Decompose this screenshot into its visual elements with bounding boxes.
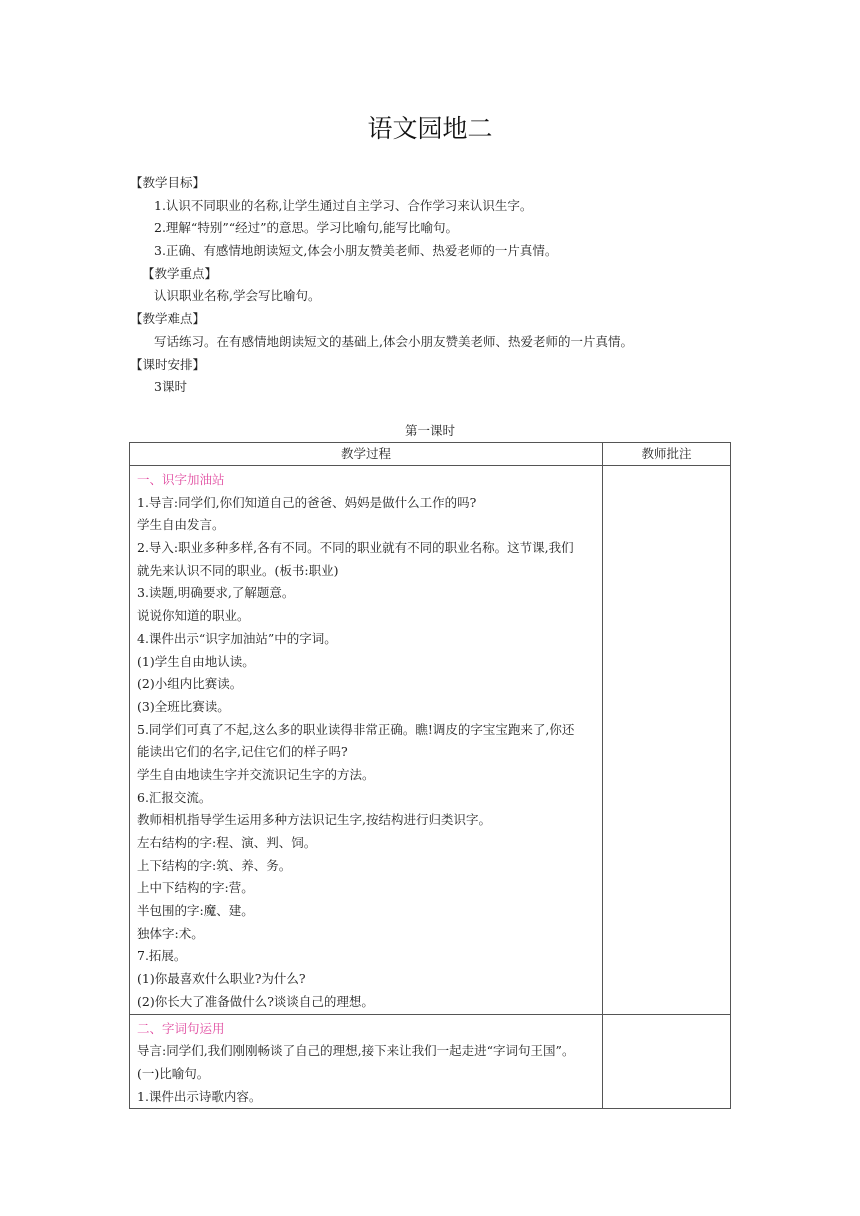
lesson-table (129, 442, 731, 1109)
text-line: (1)学生自由地认读。 (137, 653, 255, 669)
text-line: 上下结构的字:筑、养、务。 (137, 857, 292, 873)
part1-heading: 一、识字加油站 (137, 472, 225, 487)
text-line: (2)你长大了准备做什么?谈谈自己的理想。 (137, 993, 374, 1009)
text-line: 3.读题,明确要求,了解题意。 (137, 585, 295, 601)
process-column-header: 教学过程 (130, 443, 603, 466)
text-line: 学生自由发言。 (137, 517, 225, 533)
text-line: (2)小组内比赛读。 (137, 676, 243, 692)
text-line: (3)全班比赛读。 (137, 698, 230, 714)
table-caption: 第一课时 (404, 423, 455, 438)
text-line: 1.导言:同学们,你们知道自己的爸爸、妈妈是做什么工作的吗? (137, 494, 477, 510)
process-cell (130, 1014, 603, 1109)
difficulties-text: 写话练习。在有感情地朗读短文的基础上,体会小朋友赞美老师、热爱老师的一片真情。 (154, 333, 633, 349)
text-line: 说说你知道的职业。 (137, 608, 250, 624)
part2-content (130, 1015, 602, 1109)
text-line: (1)你最喜欢什么职业?为什么? (137, 971, 306, 987)
text-line: 2.导入:职业多种多样,各有不同。不同的职业就有不同的职业名称。这节课,我们 (137, 540, 574, 556)
schedule-heading: 【课时安排】 (130, 356, 206, 372)
text-line: 独体字:术。 (137, 925, 204, 941)
text-line: 半包围的字:魔、建。 (137, 903, 254, 919)
goal-item: 2.理解“特别”“经过”的意思。学习比喻句,能写比喻句。 (154, 220, 458, 236)
key-points-heading: 【教学重点】 (142, 265, 218, 281)
part1-content (130, 466, 602, 1014)
text-line: 能读出它们的名字,记住它们的样子吗? (137, 744, 348, 760)
text-line: 教师相机指导学生运用多种方法识记生字,按结构进行归类识字。 (137, 812, 491, 828)
goal-item: 1.认识不同职业的名称,让学生通过自主学习、合作学习来认识生字。 (154, 197, 533, 213)
notes-cell (603, 466, 731, 1015)
text-line: 4.课件出示“识字加油站”中的字词。 (137, 630, 337, 646)
notes-column-header: 教师批注 (603, 443, 731, 466)
goals-heading: 【教学目标】 (130, 175, 206, 190)
key-points-text: 认识职业名称,学会写比喻句。 (154, 288, 321, 304)
text-line: 左右结构的字:程、演、判、饲。 (137, 835, 317, 850)
difficulties-heading: 【教学难点】 (130, 311, 206, 327)
part2-heading: 二、字词句运用 (137, 1020, 225, 1036)
text-line: 学生自由地读生字并交流识记生字的方法。 (137, 766, 375, 782)
notes-cell (603, 1014, 731, 1109)
text-line: 就先来认识不同的职业。(板书:职业) (137, 562, 339, 578)
process-cell (130, 466, 603, 1015)
text-line: 上中下结构的字:营。 (137, 880, 254, 896)
table-row (130, 1014, 731, 1109)
lesson-overview (130, 172, 750, 399)
schedule-text: 3课时 (154, 379, 187, 395)
text-line: 1.课件出示诗歌内容。 (137, 1088, 262, 1104)
table-row (130, 466, 731, 1015)
text-line: 导言:同学们,我们刚刚畅谈了自己的理想,接下来让我们一起走进“字词句王国”。 (137, 1043, 575, 1059)
text-line: (一)比喻句。 (137, 1065, 210, 1081)
text-line: 6.汇报交流。 (137, 789, 212, 805)
table-header-row (130, 443, 731, 466)
document-title: 语文园地二 (367, 114, 493, 143)
text-line: 5.同学们可真了不起,这么多的职业读得非常正确。瞧!调皮的字宝宝跑来了,你还 (137, 721, 575, 737)
goal-item: 3.正确、有感情地朗读短文,体会小朋友赞美老师、热爱老师的一片真情。 (154, 243, 558, 259)
text-line: 7.拓展。 (137, 948, 187, 964)
